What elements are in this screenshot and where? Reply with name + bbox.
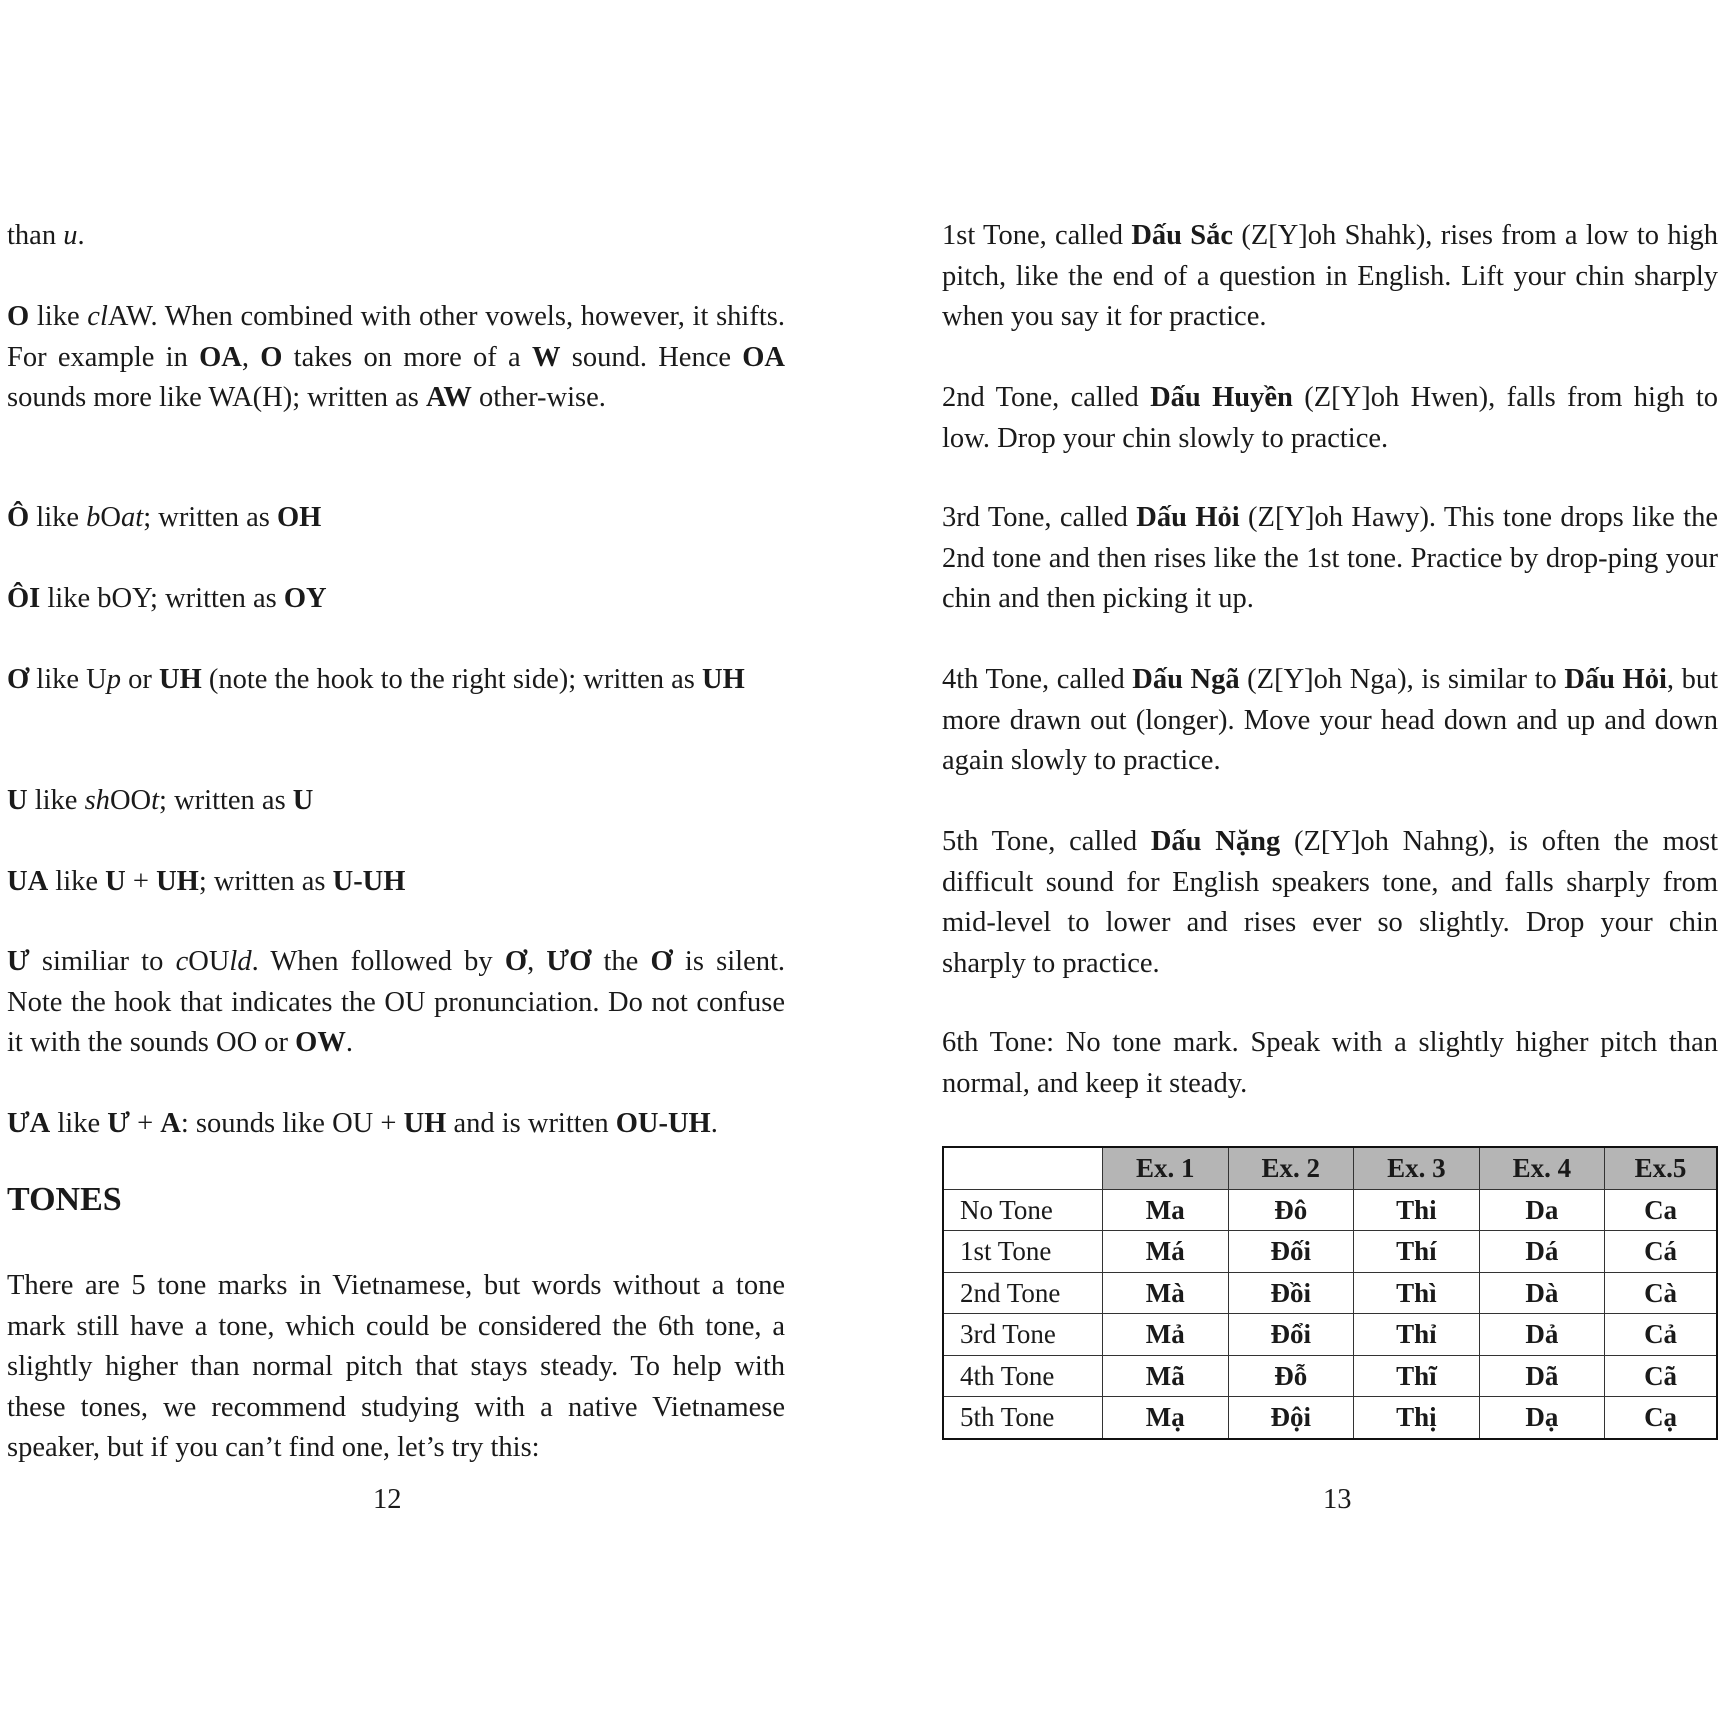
table-cell: Cả: [1605, 1314, 1717, 1356]
table-cell: Thì: [1354, 1272, 1480, 1314]
table-row: [943, 1231, 1717, 1273]
table-cell: Thi: [1354, 1189, 1480, 1231]
table-cell: Đổi: [1228, 1314, 1354, 1356]
table-row-label: 3rd Tone: [943, 1314, 1103, 1356]
table-cell: Mạ: [1103, 1397, 1229, 1439]
table-cell: Đồi: [1228, 1272, 1354, 1314]
table-cell: Thỉ: [1354, 1314, 1480, 1356]
table-cell: Đỗ: [1228, 1355, 1354, 1397]
table-corner-cell: [943, 1147, 1103, 1189]
paragraph-tone-6: 6th Tone: No tone mark. Speak with a slightly higher pitch than normal, and keep it steady.: [942, 1027, 1718, 1099]
table-cell: Dả: [1479, 1314, 1605, 1356]
paragraph-oi: ÔI like bOY; written as OY: [7, 583, 327, 614]
paragraph-u-horn: Ư similiar to cOUld. When followed by Ơ, ƯƠ the Ơ is silent. Note the hook that indicates the OU pronunciation. Do not confuse it with the sounds OO or OW.: [7, 946, 786, 1058]
table-cell: Má: [1103, 1231, 1229, 1273]
table-row-label: 5th Tone: [943, 1397, 1103, 1439]
table-cell: Dã: [1479, 1355, 1605, 1397]
table-header-cell: Ex.5: [1605, 1147, 1717, 1189]
table-header-cell: Ex. 1: [1103, 1147, 1229, 1189]
table-cell: Đô: [1228, 1189, 1354, 1231]
tone-examples-table: [942, 1146, 1718, 1440]
paragraph-o-horn: Ơ like Up or UH (note the hook to the right side); written as UH: [7, 664, 745, 695]
table-cell: Cạ: [1605, 1397, 1717, 1439]
table-cell: Đội: [1228, 1397, 1354, 1439]
table-header-cell: Ex. 2: [1228, 1147, 1354, 1189]
table-row: [943, 1272, 1717, 1314]
table-cell: Cã: [1605, 1355, 1717, 1397]
table-cell: Dà: [1479, 1272, 1605, 1314]
paragraph-than-u: than u.: [7, 220, 85, 251]
paragraph-tone-2: 2nd Tone, called Dấu Huyền (Z[Y]oh Hwen), falls from high to low. Drop your chin slowly to practice.: [942, 382, 1719, 454]
table-row-label: 2nd Tone: [943, 1272, 1103, 1314]
paragraph-tone-3: 3rd Tone, called Dấu Hỏi (Z[Y]oh Hawy). This tone drops like the 2nd tone and then rises like the 1st tone. Practice by drop-ping your chin and then picking it up.: [942, 502, 1718, 614]
page-number: 13: [1323, 1484, 1352, 1515]
table-header-cell: Ex. 4: [1479, 1147, 1605, 1189]
table-cell: Thĩ: [1354, 1355, 1480, 1397]
table-cell: Mả: [1103, 1314, 1229, 1356]
table-cell: Da: [1479, 1189, 1605, 1231]
section-heading-tones: TONES: [7, 1181, 122, 1218]
table-cell: Cá: [1605, 1231, 1717, 1273]
table-row: [943, 1397, 1717, 1439]
table-row-label: 4th Tone: [943, 1355, 1103, 1397]
table-cell: Mà: [1103, 1272, 1229, 1314]
table-row-label: 1st Tone: [943, 1231, 1103, 1273]
paragraph-o-circumflex: Ô like bOat; written as OH: [7, 502, 322, 533]
table-cell: Dá: [1479, 1231, 1605, 1273]
table-row: [943, 1355, 1717, 1397]
page-number: 12: [373, 1484, 402, 1515]
table-header-row: [943, 1147, 1717, 1189]
paragraph-u-horn-a: ƯA like Ư + A: sounds like OU + UH and is written OU-UH.: [7, 1108, 718, 1139]
table-cell: Thị: [1354, 1397, 1480, 1439]
paragraph-ua: UA like U + UH; written as U-UH: [7, 866, 406, 897]
table-cell: Dạ: [1479, 1397, 1605, 1439]
paragraph-tone-4: 4th Tone, called Dấu Ngã (Z[Y]oh Nga), is similar to Dấu Hỏi, but more drawn out (longer). Move your head down and up and down again slowly to practice.: [942, 664, 1719, 776]
paragraph-u: U like shOOt; written as U: [7, 785, 314, 816]
table-header-cell: Ex. 3: [1354, 1147, 1480, 1189]
table-cell: Ma: [1103, 1189, 1229, 1231]
paragraph-tone-1: 1st Tone, called Dấu Sắc (Z[Y]oh Shahk), rises from a low to high pitch, like the end of a question in English. Lift your chin sharply when you say it for practice.: [942, 220, 1718, 332]
paragraph-o: O like clAW. When combined with other vowels, however, it shifts. For example in OA, O takes on more of a W sound. Hence OA sounds more like WA(H); written as AW other-wise.: [7, 301, 785, 413]
paragraph-tones-intro: There are 5 tone marks in Vietnamese, but words without a tone mark still have a tone, which could be considered the 6th tone, a slightly higher than normal pitch that stays steady. To help with these tones, we recommend studying with a native Vietnamese speaker, but if you can’t find one, let’s try this:: [7, 1270, 785, 1463]
paragraph-tone-5: 5th Tone, called Dấu Nặng (Z[Y]oh Nahng), is often the most difficult sound for English speakers tone, and falls sharply from mid-level to lower and rises ever so slightly. Drop your chin sharply to practice.: [942, 826, 1718, 979]
table-row: [943, 1189, 1717, 1231]
table-cell: Đối: [1228, 1231, 1354, 1273]
table-cell: Mã: [1103, 1355, 1229, 1397]
table-cell: Ca: [1605, 1189, 1717, 1231]
table-cell: Cà: [1605, 1272, 1717, 1314]
table-row: [943, 1314, 1717, 1356]
table-cell: Thí: [1354, 1231, 1480, 1273]
table-row-label: No Tone: [943, 1189, 1103, 1231]
